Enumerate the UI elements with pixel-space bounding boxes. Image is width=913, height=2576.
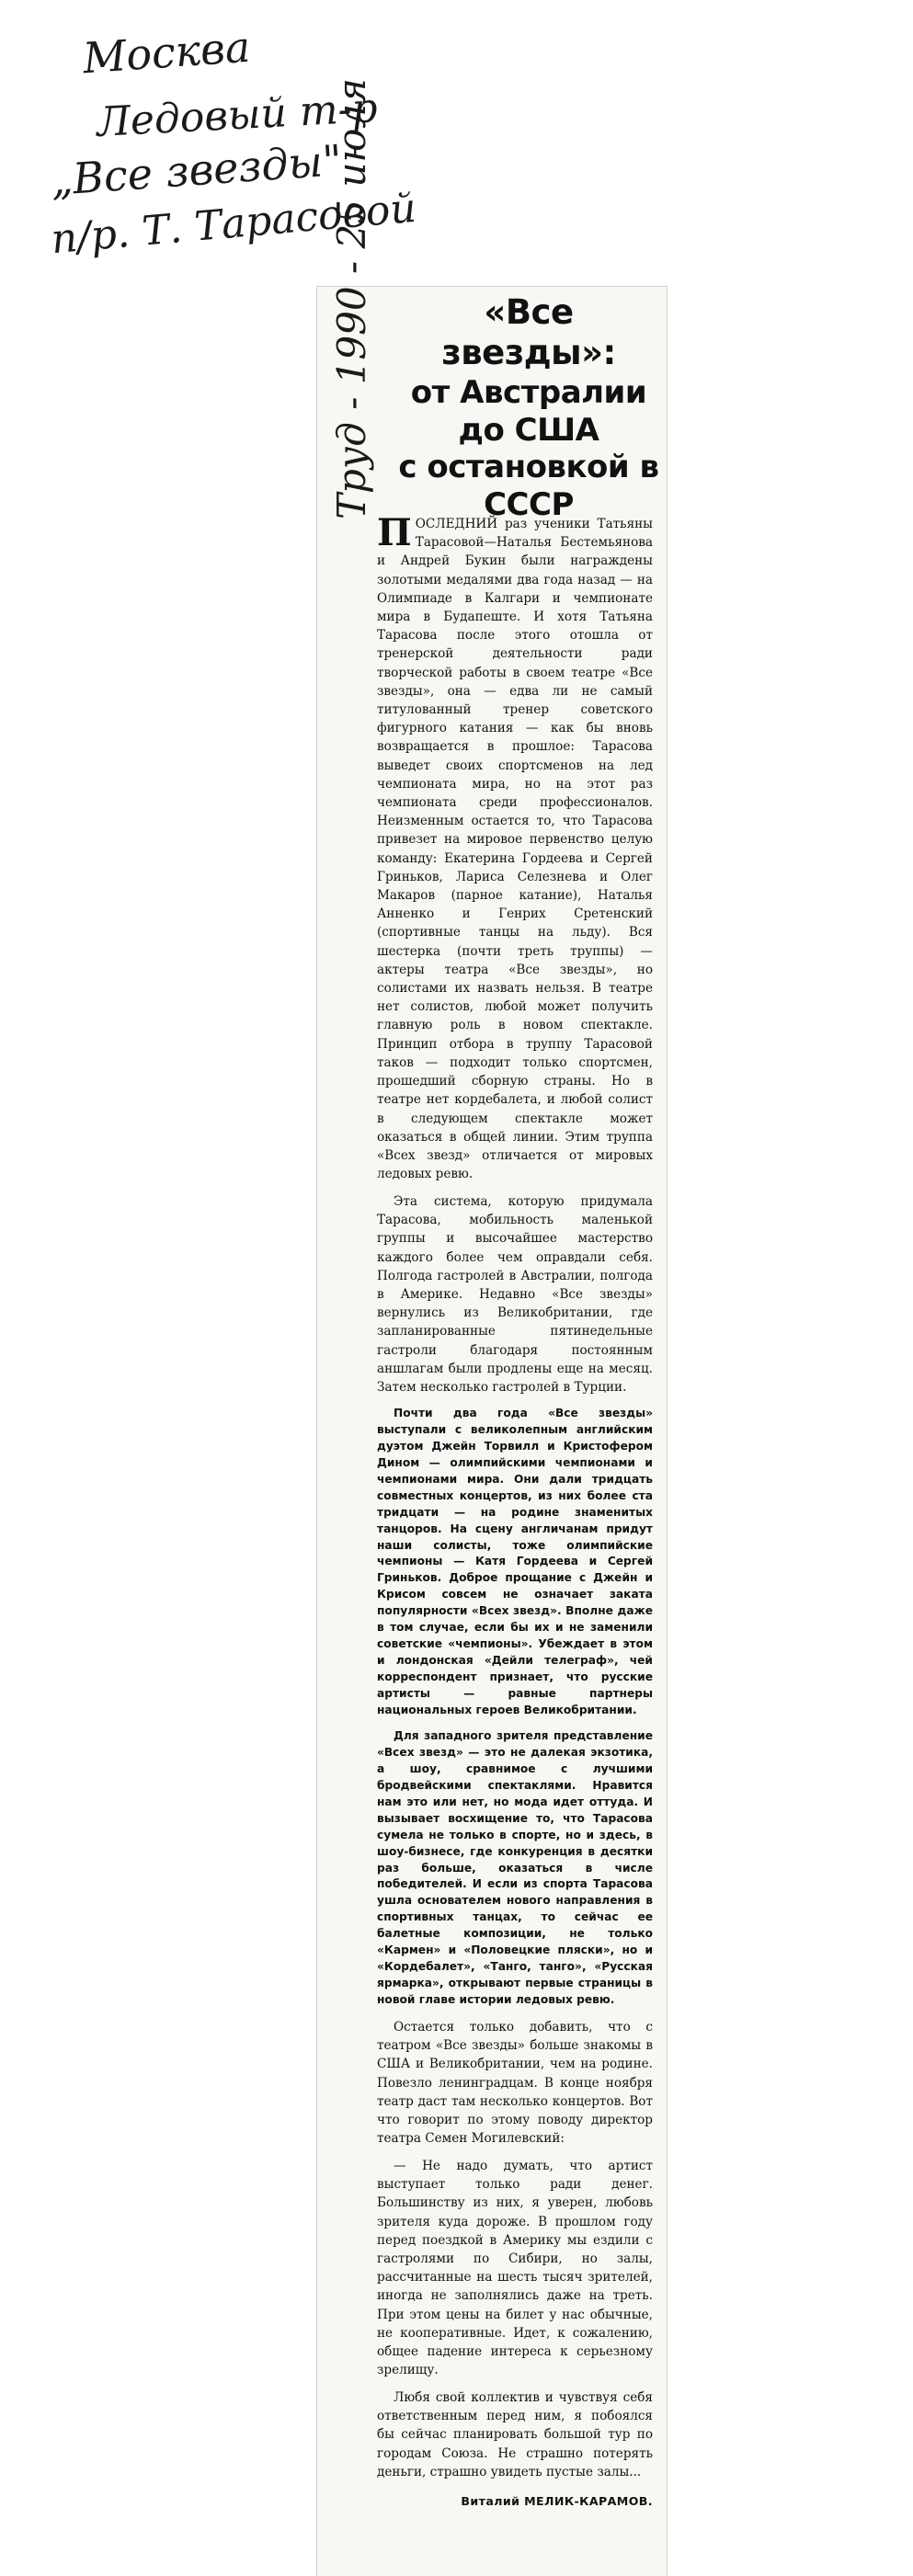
paragraph-5-text: Остается только добавить, что с театром «Все звезды» больше знакомы в США и Великобритании, чем на родине. Повезло ленинградцам. В конце ноября театр даст там несколько концертов. Вот что говорит по этому поводу директор театра Семен Могилевский: [377,2020,653,2147]
article-paragraph-1 [377,511,653,1183]
article-headline [395,292,662,524]
headline-line-1: «Все звезды»: [441,292,616,373]
handwritten-city: Москва [81,21,252,84]
article-paragraph-3 [377,1406,653,1719]
article-paragraph-6 [377,2157,653,2379]
paragraph-7-text: Любя свой коллектив и чувствуя себя ответственным перед ним, я побоялся бы сейчас планировать большой тур по городам Союза. Не страшно потерять деньги, страшно увидеть пустые залы... [377,2390,653,2479]
paragraph-4-text: Для западного зрителя представление «Всех звезд» — это не далекая экзотика, а шоу, сравнимое с лучшими бродвейскими спектаклями. Нравится нам это или нет, но мода идет оттуда. И вызывает восхищение то, что Тарасова сумела не только в спорте, но и здесь, в шоу-бизнесе, где конкуренция в десятки раз больше, оказаться в числе победителей. И если из спорта Тарасова ушла основателем нового направления в спортивных танцах, то сейчас ее балетные композиции, не только «Кармен» и «Половецкие пляски», но и «Кордебалет», «Танго, танго», «Русская ярмарка», открывают первые страницы в новой главе истории ледовых ревю. [377,1729,653,2006]
article-paragraph-7 [377,2388,653,2481]
handwritten-director: п/р. Т. Тарасовой [49,184,418,264]
article-paragraph-5 [377,2018,653,2148]
paragraph-1-text: ОСЛЕДНИЙ раз ученики Татьяны Тарасовой—Наталья Бестемьянова и Андрей Букин были награждены золотыми медалями два года назад — на Олимпиаде в Калгари и чемпионате мира в Будапеште. И хотя Татьяна Тарасова после этого отошла от тренерской деятельности ради творческой работы в своем театре «Все звезды», она — едва ли не самый титулованный тренер советского фигурного катания — как бы вновь возвращается в прошлое: Тарасова выведет своих спортсменов на лед чемпионата мира, но на этот раз чемпионата среди профессионалов. Неизменным остается то, что Тарасова привезет на мировое первенство целую команду: Екатерина Гордеева и Сергей Гриньков, Лариса Селезнева и Олег Макаров (парное катание), Наталья Анненко и Генрих Сретенский (спортивные танцы на льду). Вся шестерка (почти треть труппы) — актеры театра «Все звезды», но солистами их назвать нельзя. В театре нет солистов, любой может получить главную роль в новом спектакле. Принцип отбора в труппу Тарасовой таков — подходит только спортсмен, прошедший сборную страны. Но в театре нет кордебалета, и любой солист в следующем спектакле может оказаться в общей линии. Этим труппа «Всех звезд» отличается от мировых ледовых ревю. [377,517,653,1182]
author-signature: Виталий МЕЛИК-КАРАМОВ. [461,2494,653,2508]
paragraph-2-text: Эта система, которую придумала Тарасова, мобильность маленькой группы и высочайшее мастерство каждого более чем оправдали себя. Полгода гастролей в Австралии, полгода в Америке. Недавно «Все звезды» вернулись из Великобритании, где запланированные пятинедельные гастроли благодаря постоянным аншлагам были продлены еще на месяц. Затем несколько гастролей в Турции. [377,1194,653,1396]
headline-line-3: до США [458,411,599,449]
handwritten-show-name: „Все звезды" [49,135,344,205]
article-paragraph-2 [377,1192,653,1396]
handwritten-venue: Ледовый т-р [95,85,379,146]
paragraph-6-text: — Не надо думать, что артист выступает только ради денег. Большинству из них, я уверен, любовь зрителя куда дороже. В прошлом году перед поездкой в Америку мы ездили с гастролями по Сибири, но залы, рассчитанные на шесть тысяч зрителей, иногда не заполнялись даже на треть. При этом цены на билет у нас обычные, не кооперативные. Идет, к сожалению, общее падение интереса к серьезному зрелищу. [377,2159,653,2378]
handwritten-source-date: Труд - 1990 - 25 июля [329,78,374,519]
headline-line-4: с остановкой в СССР [398,449,659,524]
drop-cap: П [377,511,412,554]
headline-line-2: от Австралии [410,373,647,411]
article-paragraph-4 [377,1728,653,2009]
paragraph-3-text: Почти два года «Все звезды» выступали с великолепным английским дуэтом Джейн Торвилл и Кристофером Дином — олимпийскими чемпионами и чемпионами мира. Они дали тридцать совместных концертов, из них более ста тридцати — на родине знаменитых танцоров. На сцену англичанам придут наши солисты, тоже олимпийские чемпионы — Катя Гордеева и Сергей Гриньков. Доброе прощание с Джейн и Крисом совсем не означает заката популярности «Всех звезд». Вполне даже в том случае, если бы их и не заменили советские «чемпионы». Убеждает в этом и лондонская «Дейли телеграф», чей корреспондент признает, что русские артисты — равные партнеры национальных героев Великобритании. [377,1407,653,1716]
